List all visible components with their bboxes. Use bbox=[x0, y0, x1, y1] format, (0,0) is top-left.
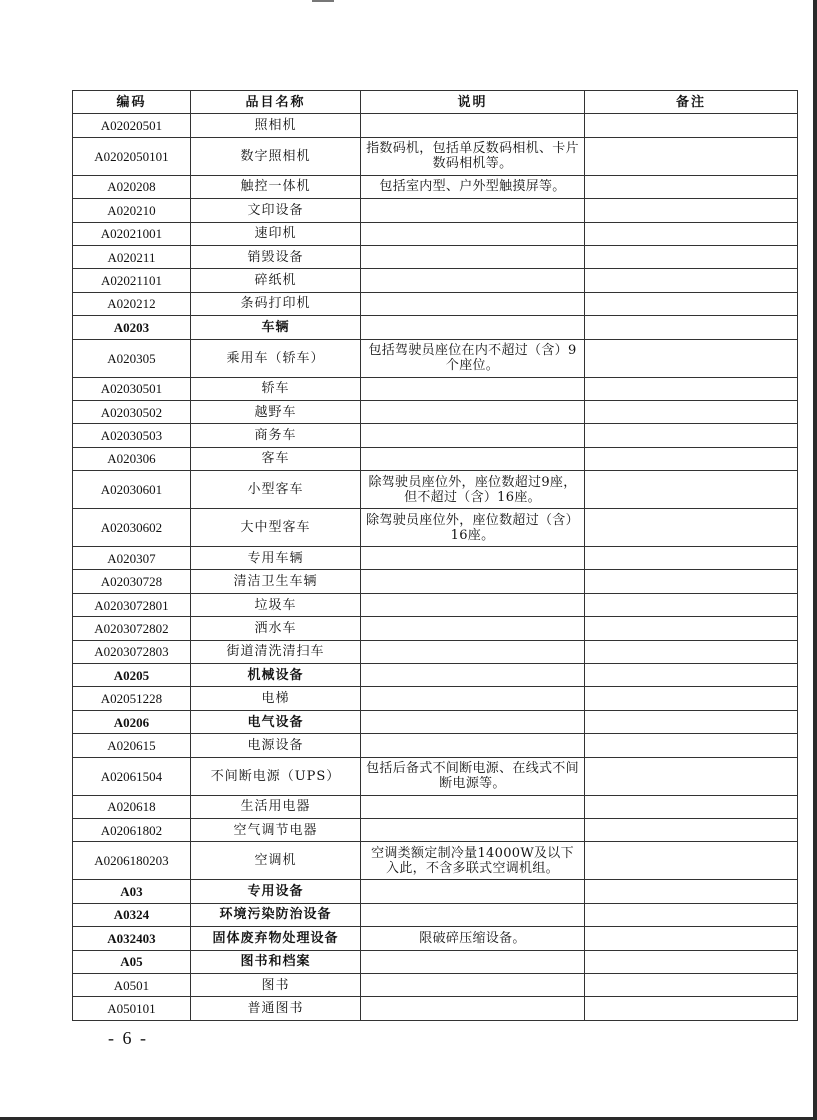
cell-item-name: 数字照相机 bbox=[191, 137, 361, 175]
cell-description: 除驾驶员座位外，座位数超过（含）16座。 bbox=[361, 509, 585, 547]
cell-description bbox=[361, 710, 585, 733]
cell-code: A0205 bbox=[73, 664, 191, 687]
table-row bbox=[73, 617, 798, 640]
table-row bbox=[73, 175, 798, 198]
cell-remarks bbox=[585, 734, 798, 757]
table-row bbox=[73, 640, 798, 663]
cell-code: A02061504 bbox=[73, 757, 191, 795]
table-row bbox=[73, 687, 798, 710]
cell-remarks bbox=[585, 339, 798, 377]
cell-description bbox=[361, 950, 585, 973]
cell-description bbox=[361, 377, 585, 400]
cell-code: A02030601 bbox=[73, 471, 191, 509]
cell-code: A05 bbox=[73, 950, 191, 973]
cell-remarks bbox=[585, 593, 798, 616]
cell-code: A032403 bbox=[73, 927, 191, 950]
scan-mark bbox=[312, 0, 334, 2]
cell-code: A02051228 bbox=[73, 687, 191, 710]
page-number: - 6 - bbox=[108, 1028, 148, 1048]
table-row bbox=[73, 734, 798, 757]
cell-description bbox=[361, 973, 585, 996]
cell-description: 限破碎压缩设备。 bbox=[361, 927, 585, 950]
table-header bbox=[73, 91, 798, 114]
cell-item-name: 电气设备 bbox=[191, 710, 361, 733]
cell-remarks bbox=[585, 710, 798, 733]
cell-code: A020618 bbox=[73, 795, 191, 818]
cell-item-name: 商务车 bbox=[191, 424, 361, 447]
table-row bbox=[73, 973, 798, 996]
cell-code: A02030501 bbox=[73, 377, 191, 400]
cell-code: A020211 bbox=[73, 245, 191, 268]
cell-item-name: 销毁设备 bbox=[191, 245, 361, 268]
cell-description bbox=[361, 903, 585, 926]
cell-remarks bbox=[585, 973, 798, 996]
cell-item-name: 触控一体机 bbox=[191, 175, 361, 198]
table-row bbox=[73, 292, 798, 315]
table-row bbox=[73, 245, 798, 268]
table-row bbox=[73, 570, 798, 593]
cell-item-name: 机械设备 bbox=[191, 664, 361, 687]
cell-item-name: 专用设备 bbox=[191, 880, 361, 903]
table-row bbox=[73, 137, 798, 175]
cell-description bbox=[361, 424, 585, 447]
table-row bbox=[73, 222, 798, 245]
cell-item-name: 街道清洗清扫车 bbox=[191, 640, 361, 663]
table-body bbox=[73, 114, 798, 1020]
header-code: 编码 bbox=[73, 91, 191, 114]
cell-description bbox=[361, 400, 585, 423]
cell-remarks bbox=[585, 818, 798, 841]
cell-remarks bbox=[585, 927, 798, 950]
cell-code: A02030728 bbox=[73, 570, 191, 593]
cell-item-name: 车辆 bbox=[191, 316, 361, 339]
cell-description bbox=[361, 880, 585, 903]
table-row bbox=[73, 903, 798, 926]
cell-description bbox=[361, 795, 585, 818]
cell-description: 指数码机，包括单反数码相机、卡片数码相机等。 bbox=[361, 137, 585, 175]
cell-remarks bbox=[585, 509, 798, 547]
table-row bbox=[73, 950, 798, 973]
cell-item-name: 电梯 bbox=[191, 687, 361, 710]
table-row bbox=[73, 377, 798, 400]
cell-description bbox=[361, 570, 585, 593]
catalog-table bbox=[72, 90, 798, 1021]
cell-remarks bbox=[585, 245, 798, 268]
cell-remarks bbox=[585, 640, 798, 663]
cell-item-name: 图书和档案 bbox=[191, 950, 361, 973]
cell-description bbox=[361, 997, 585, 1020]
cell-description bbox=[361, 199, 585, 222]
table-row bbox=[73, 927, 798, 950]
cell-code: A020210 bbox=[73, 199, 191, 222]
cell-remarks bbox=[585, 377, 798, 400]
table-row bbox=[73, 842, 798, 880]
table-row bbox=[73, 400, 798, 423]
cell-remarks bbox=[585, 114, 798, 137]
cell-description bbox=[361, 316, 585, 339]
table-row bbox=[73, 547, 798, 570]
cell-description: 包括室内型、户外型触摸屏等。 bbox=[361, 175, 585, 198]
cell-remarks bbox=[585, 471, 798, 509]
cell-description bbox=[361, 640, 585, 663]
cell-remarks bbox=[585, 687, 798, 710]
cell-code: A02030502 bbox=[73, 400, 191, 423]
table-row bbox=[73, 757, 798, 795]
cell-code: A020307 bbox=[73, 547, 191, 570]
cell-code: A0206180203 bbox=[73, 842, 191, 880]
cell-item-name: 空气调节电器 bbox=[191, 818, 361, 841]
cell-code: A020305 bbox=[73, 339, 191, 377]
table-row bbox=[73, 795, 798, 818]
cell-code: A02021101 bbox=[73, 269, 191, 292]
table-row bbox=[73, 114, 798, 137]
cell-code: A03 bbox=[73, 880, 191, 903]
cell-code: A02030503 bbox=[73, 424, 191, 447]
cell-item-name: 普通图书 bbox=[191, 997, 361, 1020]
cell-code: A0501 bbox=[73, 973, 191, 996]
cell-code: A0203072801 bbox=[73, 593, 191, 616]
cell-code: A020212 bbox=[73, 292, 191, 315]
cell-description bbox=[361, 617, 585, 640]
cell-item-name: 条码打印机 bbox=[191, 292, 361, 315]
cell-code: A020208 bbox=[73, 175, 191, 198]
table-row bbox=[73, 424, 798, 447]
cell-code: A02020501 bbox=[73, 114, 191, 137]
cell-remarks bbox=[585, 175, 798, 198]
cell-remarks bbox=[585, 269, 798, 292]
cell-code: A0203 bbox=[73, 316, 191, 339]
cell-description bbox=[361, 269, 585, 292]
cell-code: A050101 bbox=[73, 997, 191, 1020]
cell-item-name: 洒水车 bbox=[191, 617, 361, 640]
cell-item-name: 电源设备 bbox=[191, 734, 361, 757]
cell-description bbox=[361, 547, 585, 570]
cell-description bbox=[361, 734, 585, 757]
table-row bbox=[73, 664, 798, 687]
cell-item-name: 照相机 bbox=[191, 114, 361, 137]
cell-item-name: 不间断电源（UPS） bbox=[191, 757, 361, 795]
table-row bbox=[73, 997, 798, 1020]
cell-item-name: 速印机 bbox=[191, 222, 361, 245]
cell-code: A02061802 bbox=[73, 818, 191, 841]
cell-remarks bbox=[585, 664, 798, 687]
cell-item-name: 垃圾车 bbox=[191, 593, 361, 616]
cell-description bbox=[361, 245, 585, 268]
table-row bbox=[73, 818, 798, 841]
cell-remarks bbox=[585, 997, 798, 1020]
cell-remarks bbox=[585, 617, 798, 640]
cell-description bbox=[361, 664, 585, 687]
cell-remarks bbox=[585, 447, 798, 470]
cell-remarks bbox=[585, 292, 798, 315]
cell-remarks bbox=[585, 316, 798, 339]
cell-description: 除驾驶员座位外，座位数超过9座，但不超过（含）16座。 bbox=[361, 471, 585, 509]
cell-remarks bbox=[585, 137, 798, 175]
header-item-name: 品目名称 bbox=[191, 91, 361, 114]
cell-item-name: 空调机 bbox=[191, 842, 361, 880]
cell-code: A02021001 bbox=[73, 222, 191, 245]
cell-item-name: 专用车辆 bbox=[191, 547, 361, 570]
cell-description bbox=[361, 114, 585, 137]
table-row bbox=[73, 447, 798, 470]
cell-item-name: 环境污染防治设备 bbox=[191, 903, 361, 926]
cell-item-name: 小型客车 bbox=[191, 471, 361, 509]
cell-description bbox=[361, 593, 585, 616]
cell-description bbox=[361, 292, 585, 315]
table-row bbox=[73, 471, 798, 509]
cell-remarks bbox=[585, 400, 798, 423]
table-row bbox=[73, 316, 798, 339]
cell-item-name: 生活用电器 bbox=[191, 795, 361, 818]
cell-remarks bbox=[585, 903, 798, 926]
table-row bbox=[73, 880, 798, 903]
cell-item-name: 图书 bbox=[191, 973, 361, 996]
table-row bbox=[73, 269, 798, 292]
cell-item-name: 固体废弃物处理设备 bbox=[191, 927, 361, 950]
cell-remarks bbox=[585, 199, 798, 222]
cell-remarks bbox=[585, 547, 798, 570]
table-row bbox=[73, 593, 798, 616]
cell-item-name: 乘用车（轿车） bbox=[191, 339, 361, 377]
table-row bbox=[73, 710, 798, 733]
cell-description bbox=[361, 222, 585, 245]
header-description: 说明 bbox=[361, 91, 585, 114]
cell-code: A0203072803 bbox=[73, 640, 191, 663]
cell-remarks bbox=[585, 950, 798, 973]
cell-description: 包括后备式不间断电源、在线式不间断电源等。 bbox=[361, 757, 585, 795]
cell-item-name: 大中型客车 bbox=[191, 509, 361, 547]
cell-description: 包括驾驶员座位在内不超过（含）9个座位。 bbox=[361, 339, 585, 377]
table-row bbox=[73, 339, 798, 377]
cell-remarks bbox=[585, 222, 798, 245]
cell-remarks bbox=[585, 842, 798, 880]
cell-code: A02030602 bbox=[73, 509, 191, 547]
cell-item-name: 越野车 bbox=[191, 400, 361, 423]
cell-remarks bbox=[585, 757, 798, 795]
cell-item-name: 文印设备 bbox=[191, 199, 361, 222]
cell-remarks bbox=[585, 570, 798, 593]
header-remarks: 备注 bbox=[585, 91, 798, 114]
cell-remarks bbox=[585, 424, 798, 447]
table-row bbox=[73, 199, 798, 222]
cell-item-name: 清洁卫生车辆 bbox=[191, 570, 361, 593]
cell-remarks bbox=[585, 880, 798, 903]
cell-description bbox=[361, 818, 585, 841]
cell-description bbox=[361, 687, 585, 710]
cell-item-name: 碎纸机 bbox=[191, 269, 361, 292]
scan-border-right bbox=[813, 0, 817, 1120]
cell-description bbox=[361, 447, 585, 470]
cell-code: A0202050101 bbox=[73, 137, 191, 175]
cell-code: A020615 bbox=[73, 734, 191, 757]
cell-code: A0206 bbox=[73, 710, 191, 733]
cell-code: A0324 bbox=[73, 903, 191, 926]
cell-item-name: 客车 bbox=[191, 447, 361, 470]
cell-item-name: 轿车 bbox=[191, 377, 361, 400]
table-row bbox=[73, 509, 798, 547]
cell-remarks bbox=[585, 795, 798, 818]
cell-code: A020306 bbox=[73, 447, 191, 470]
cell-description: 空调类额定制冷量14000W及以下入此，不含多联式空调机组。 bbox=[361, 842, 585, 880]
cell-code: A0203072802 bbox=[73, 617, 191, 640]
